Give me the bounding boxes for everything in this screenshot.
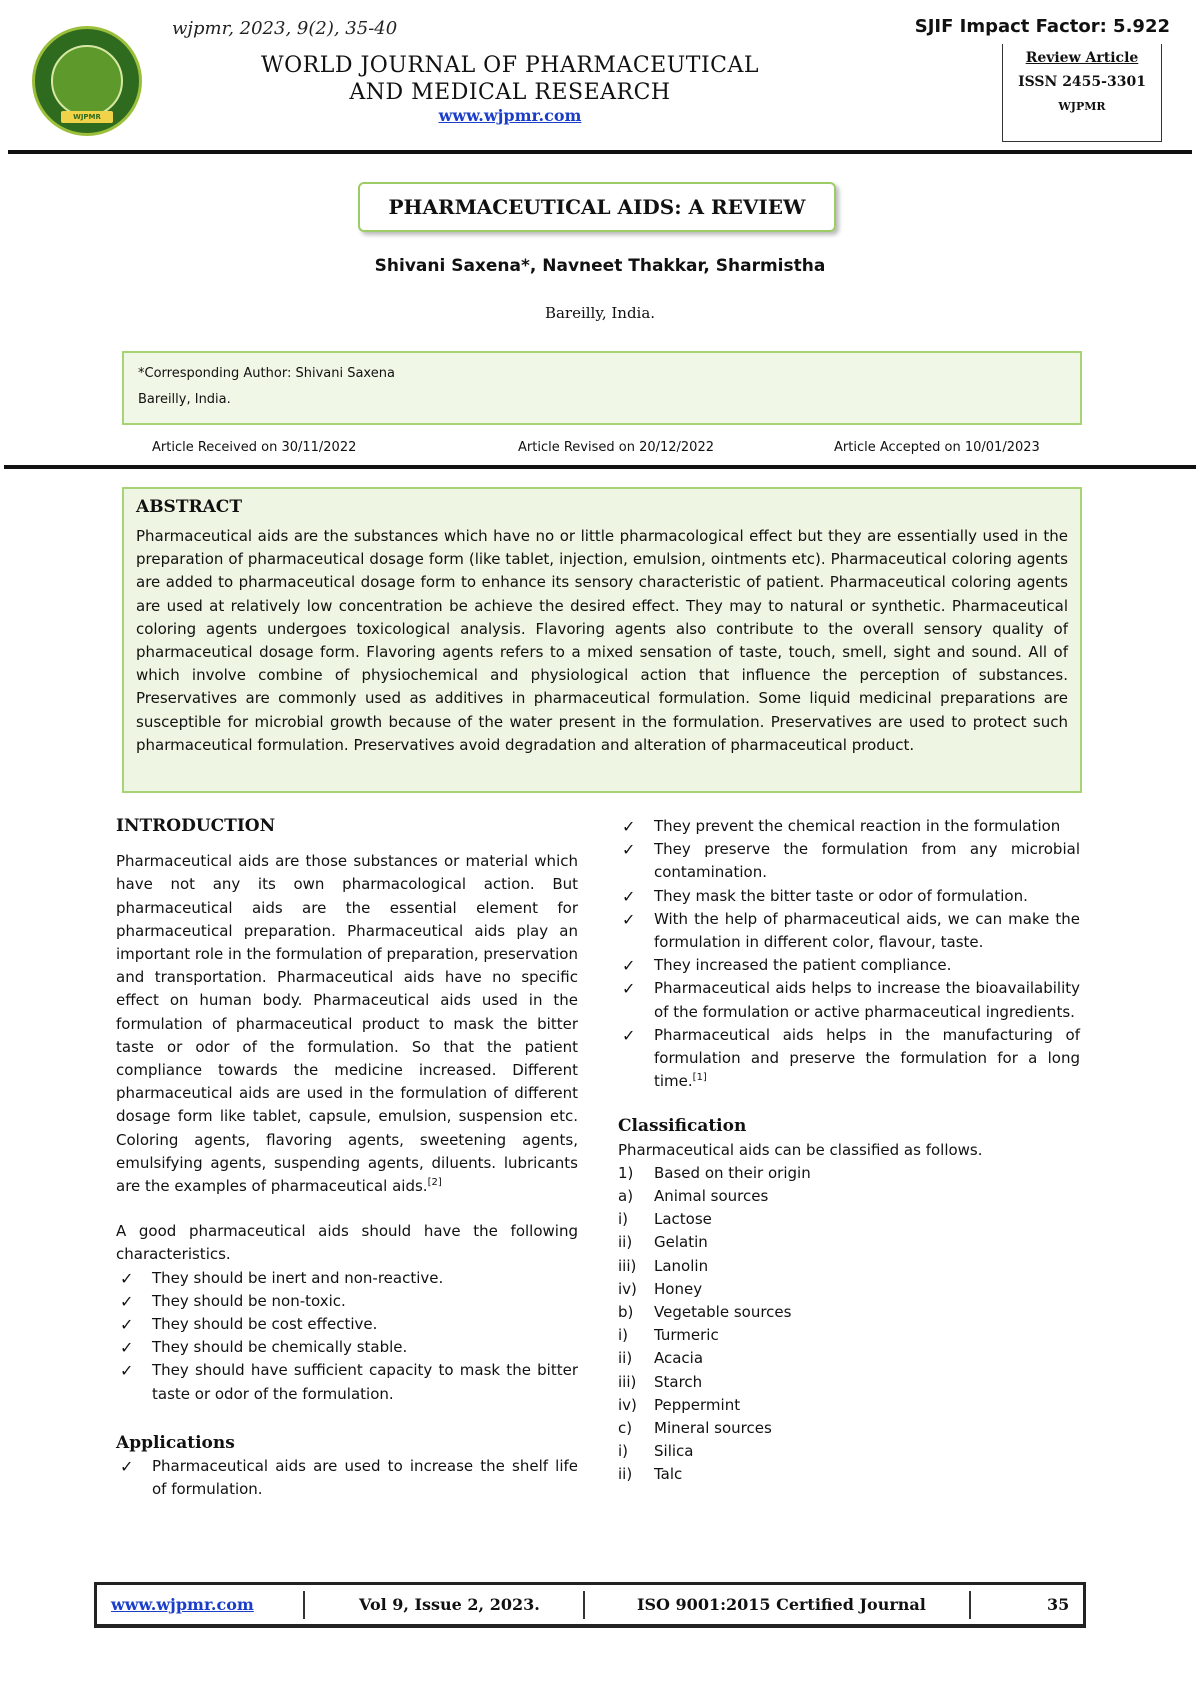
citation: wjpmr, 2023, 9(2), 35-40 <box>172 18 398 39</box>
classification-list <box>618 1162 1080 1487</box>
check-icon: ✓ <box>622 817 636 836</box>
header-divider <box>8 150 1192 154</box>
classification-intro: Pharmaceutical aids can be classified as follows. <box>618 1140 983 1159</box>
list-item: ✓ They should be chemically stable. <box>116 1336 578 1359</box>
footer-certification: ISO 9001:2015 Certified Journal <box>637 1595 926 1614</box>
check-icon: ✓ <box>120 1315 134 1335</box>
abstract-box <box>122 487 1082 793</box>
corresponding-location: Bareilly, India. <box>138 392 231 407</box>
authors: Shivani Saxena*, Navneet Thakkar, Sharmistha <box>374 256 826 276</box>
reference-marker: [1] <box>692 1072 707 1084</box>
list-item: c) Mineral sources <box>618 1419 772 1438</box>
page-footer <box>94 1582 1086 1628</box>
list-item: ✓ With the help of pharmaceutical aids, we can make the formulation in different color, flavour, taste. <box>622 909 1080 952</box>
check-icon: ✓ <box>622 909 636 929</box>
check-icon: ✓ <box>622 1025 636 1045</box>
list-item: i) Turmeric <box>618 1326 719 1345</box>
left-column <box>116 815 578 1501</box>
applications-list-start <box>116 1455 578 1501</box>
article-type: Review Article <box>1025 50 1139 66</box>
journal-title <box>240 52 780 106</box>
check-icon: ✓ <box>622 886 636 906</box>
characteristics-list <box>116 1267 578 1406</box>
journal-url-link[interactable]: www.wjpmr.com <box>438 106 582 125</box>
list-item: ✓ They mask the bitter taste or odor of formulation. <box>618 885 1080 908</box>
check-icon: ✓ <box>120 1268 134 1288</box>
list-item: ii) Gelatin <box>618 1233 708 1252</box>
abstract-heading: ABSTRACT <box>136 497 242 517</box>
logo-emblem-icon <box>51 45 123 117</box>
impact-factor: SJIF Impact Factor: 5.922 <box>914 16 1170 37</box>
list-item: iii) Lanolin <box>618 1256 709 1275</box>
reference-marker: [2] <box>427 1177 442 1189</box>
list-item: i) Silica <box>618 1442 694 1461</box>
check-icon: ✓ <box>120 1361 134 1381</box>
introduction-heading: INTRODUCTION <box>116 816 276 836</box>
corresponding-author-box <box>122 351 1082 425</box>
abstract-text: Pharmaceutical aids are the substances which have no or little pharmacological effect but they are essentially used in the preparation of pharmaceutical dosage form (like tablet, injection, emulsion, ointments etc). Pharmaceutical coloring agents are added to pharmaceutical dosage form to enhance its sensory characteristic of patient. Pharmaceutical coloring agents are used at relatively low concentration be achieve the desired effect. They may to natural or synthetic. Pharmaceutical coloring agents undergoes toxicological analysis. Flavoring agents also contribute to the overall sensory quality of pharmaceutical dosage form. Flavoring agents refers to a mixed sensation of taste, touch, smell, sight and sound. All of which involve combine of physiochemical and physiological action that influence the perception of substances. Preservatives are commonly used as additives in pharmaceutical formulation. Some liquid medicinal preparations are susceptible for microbial growth because of the water present in the formulation. Preservatives are used to protect such pharmaceutical formulation. Preservatives avoid degradation and alteration of pharmaceutical product. <box>136 527 1068 754</box>
list-item: a) Animal sources <box>618 1187 769 1206</box>
applications-list-continued <box>618 815 1080 1093</box>
classification-heading: Classification <box>618 1116 747 1137</box>
list-item: ✓ They prevent the chemical reaction in the formulation <box>618 815 1080 838</box>
check-icon: ✓ <box>120 1338 134 1358</box>
affiliation: Bareilly, India. <box>544 304 656 322</box>
footer-separator <box>969 1591 971 1619</box>
list-item: ✓ They preserve the formulation from any microbial contamination. <box>622 840 1080 882</box>
article-info-box <box>1002 44 1162 142</box>
journal-abbreviation: WJPMR <box>1058 100 1106 113</box>
section-divider <box>4 465 1196 469</box>
corresponding-author: *Corresponding Author: Shivani Saxena <box>138 366 395 381</box>
journal-title-line2: AND MEDICAL RESEARCH <box>349 80 671 105</box>
list-item: ✓ Pharmaceutical aids helps to increase the bioavailability of the formulation or active pharmaceutical ingredients. <box>622 979 1080 1021</box>
list-item: ✓ They increased the patient compliance. <box>618 954 1080 977</box>
check-icon: ✓ <box>120 1291 134 1311</box>
introduction-paragraph <box>116 850 578 1198</box>
list-item: i) Lactose <box>618 1210 712 1229</box>
footer-separator <box>303 1591 305 1619</box>
check-icon: ✓ <box>622 840 636 860</box>
list-item: ✓ They should be non-toxic. <box>116 1290 578 1313</box>
list-item: ii) Talc <box>618 1465 683 1484</box>
list-item: ✓ Pharmaceutical aids helps in the manufacturing of formulation and preserve the formulation for a long time.[1] <box>622 1025 1080 1091</box>
page-number: 35 <box>1047 1595 1070 1614</box>
applications-heading: Applications <box>116 1432 235 1453</box>
accepted-date: Article Accepted on 10/01/2023 <box>834 440 1040 455</box>
issn: ISSN 2455-3301 <box>1018 74 1146 90</box>
list-item: iii) Starch <box>618 1372 703 1391</box>
list-item: ii) Acacia <box>618 1349 704 1368</box>
list-item: ✓ They should be inert and non-reactive. <box>116 1267 578 1290</box>
article-title: PHARMACEUTICAL AIDS: A REVIEW <box>358 182 836 232</box>
right-column <box>618 815 1080 1487</box>
received-date: Article Received on 30/11/2022 <box>152 440 357 455</box>
journal-logo <box>32 26 142 136</box>
logo-banner: WJPMR <box>61 111 113 123</box>
check-icon: ✓ <box>120 1457 134 1477</box>
check-icon: ✓ <box>622 979 636 999</box>
introduction-text: Pharmaceutical aids are those substances or material which have not any its own pharmacological action. But pharmaceutical aids are the essential element for pharmaceutical preparation. Pharmaceutical aids play an important role in the formulation of preparation, preservation and transportation. Pharmaceutical aids have no specific effect on human body. Pharmaceutical aids used in the formulation of pharmaceutical product to mask the bitter taste or odor of the formulation. So that the patient compliance towards the medicine increased. Different pharmaceutical aids are used in the formulation of different dosage form like tablet, capsule, emulsion, suspension etc. Coloring agents, flavoring agents, sweetening agents, emulsifying agents, suspending agents, diluents. lubricants are the examples of pharmaceutical aids. <box>116 852 578 1196</box>
list-item: ✓ Pharmaceutical aids are used to increase the shelf life of formulation. <box>120 1457 578 1499</box>
journal-title-line1: WORLD JOURNAL OF PHARMACEUTICAL <box>261 53 759 78</box>
list-item: ✓ They should have sufficient capacity to mask the bitter taste or odor of the formulation. <box>120 1361 578 1403</box>
list-item: b) Vegetable sources <box>618 1303 792 1322</box>
list-item: ✓ They should be cost effective. <box>116 1313 578 1336</box>
list-item: 1) Based on their origin <box>618 1163 811 1182</box>
footer-separator <box>583 1591 585 1619</box>
revised-date: Article Revised on 20/12/2022 <box>518 440 714 455</box>
footer-url-link[interactable]: www.wjpmr.com <box>111 1595 254 1614</box>
list-item: iv) Peppermint <box>618 1395 741 1414</box>
list-item: iv) Honey <box>618 1279 703 1298</box>
characteristics-intro: A good pharmaceutical aids should have the following characteristics. <box>116 1222 578 1264</box>
footer-volume: Vol 9, Issue 2, 2023. <box>359 1595 540 1614</box>
check-icon: ✓ <box>622 956 636 976</box>
